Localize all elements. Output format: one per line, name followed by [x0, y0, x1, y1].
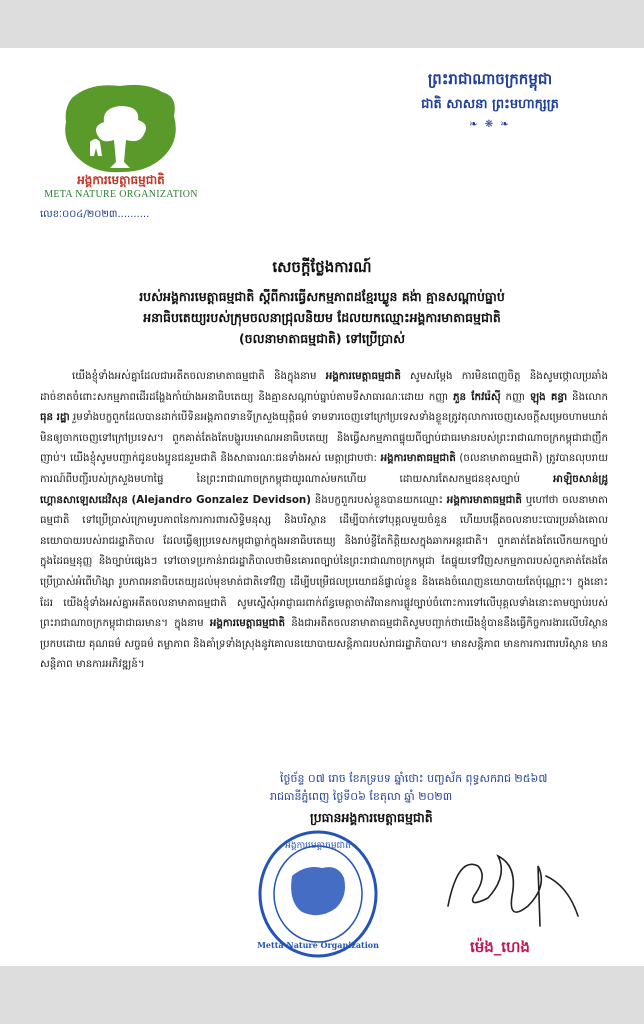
- ref-value: ០០៤/២០២៣..........: [62, 209, 150, 220]
- body-text-segment: សូមសម្តែង ការមិនពេញចិត្ត និងសូមថ្កោលប្រឆាំងដាច់ខាតចំពោះសកម្មភាពដើរដង្ហែងកាំយ៉ាងអនាធិបតេយ្យ និងគ្មានសណ្តាប់ធ្នាប់តាមទីសាធារណៈដោយ កញ្ញា: [40, 370, 608, 403]
- org-name-bold: អង្គការមេត្តាធម្មជាតិ: [325, 370, 401, 382]
- org-name-en: META NATURE ORGANIZATION: [44, 189, 198, 200]
- statement-title: [40, 258, 604, 349]
- letter-page: [0, 48, 644, 966]
- body-text-segment: និងលោក: [567, 390, 608, 403]
- signer-name: ម៉េង_ហេង: [470, 938, 530, 956]
- body-text-segment: (ចលនាមាតាធម្មជាតិ) ត្រូវបានលុបរាយការណ៍ពីបញ្ជីរបស់ក្រសួងមហាផ្ទៃ នៃព្រះរាជាណាចក្រកម្ពុជាយូរណាស់មកហើយ ដោយសារតែសកម្មជនខុសច្បាប់: [40, 452, 608, 485]
- statement-body: [40, 366, 608, 675]
- body-text-segment: យើងខ្ញុំទាំងអស់គ្នាដែលជាអតីតចលនាមាតាធម្មជាតិ និងក្នុងនាម: [72, 370, 326, 382]
- organization-stamp: [256, 824, 456, 964]
- person-name: ភួន កែវរ៉េស៊ី: [453, 390, 501, 403]
- kingdom-title: ព្រះរាជាណាចក្រកម្ពុជា: [427, 70, 553, 88]
- body-text-segment: រួមទាំងបក្ខពួកដែលបានដាក់បើទិនអង្គភាពទានទីក្រសួងយុត្តិធម៌ ទាមទារចេញទៅក្រៅប្រទេសទាំងខ្លួនត្រូវតុលាការចេញសេចក្តីសម្រេចហាមឃាត់មិនឲ្យចាកចេញទៅក្រៅប្រទេស។ ពួកគាត់តែងតែបង្ហូរបរមាណអនាធិបតេយ្យ និងធ្វើសកម្មភាពផ្ទុយពីច្បាប់ជាធរមានរបស់ព្រះរាជាណាចក្រកម្ពុជាជាញឹកញាប់។ យើងខ្ញុំសូមបញ្ជាក់ជូនបងប្អូនជនរួមជាតិ និងសាធារណៈជនទាំងអស់ មេត្តាជ្រាបថា:: [40, 411, 609, 465]
- org-name-bold: អង្គការមាតាធម្មជាតិ: [380, 452, 456, 465]
- body-paragraph: [40, 366, 608, 675]
- solar-date: រាជធានីភ្នំពេញ ថ្ងៃទី០៦ ខែតុលា ឆ្នាំ ២០២៣: [270, 790, 453, 803]
- body-text-segment: កញ្ញា: [500, 390, 530, 403]
- body-text-segment: និងជាអតីតចលនាមាតាធម្មជាតិសូមបញ្ជាក់ថាយើងខ្ញុំបាននឹងធ្វើកិច្ចការងារលើបរិស្ថានប្រកបដោយ គុណធម៌ សច្ចធម៌ តម្លាភាព និងគាំទ្រទាំងស្រុងនូវគោលនយោបាយសន្តិភាពរបស់រាជរដ្ឋាភិបាល។ មានសន្តិភាព មានការការពារបរិស្ថាន មានសន្តិភាព មានការអភិវឌ្ឍន៍។: [40, 617, 608, 671]
- signatory-title: ប្រធានអង្គការមេត្តាធម្មជាតិ: [310, 810, 433, 825]
- body-text-segment: និងបក្ខពួករបស់ខ្លួនបានយកឈ្មោះ: [310, 493, 447, 506]
- kingdom-header: [360, 70, 620, 130]
- stamp-text-kh: អង្គការមេត្តាធម្មជាតិ: [285, 841, 351, 851]
- body-text-segment: ឬហៅថា ចលនាមាតាធម្មជាតិ ទៅប្រើប្រាស់ក្រោមរូបភាពនៃការការពារសិទ្ធិមនុស្ស និងបរិស្ថាន ដើម្បីបាក់ទៅបុគ្គលមួយចំនួន ហើយបង្កើតចលនាបះបោរប្រឆាំងគោលនយោបាយរបស់រាជរដ្ឋាភិបាល ដែលធ្វើឲ្យប្រទេសកម្ពុជាធ្លាក់ក្នុងអនាធិបតេយ្យ និងរាប់ខ្ចីតែកិត្តិយសក្នុងឆាកអន្តរជាតិ។ ពួកគាត់តែងតែលើកយកច្បាប់ក្នុងដៃធម្មនុញ្ញ និងច្បាប់ផ្សេងៗ ទៅចោទប្រកាន់រាជរដ្ឋាភិបាលថាមិនគោរពច្បាប់នៃព្រះរាជាណាចក្រកម្ពុជា តែផ្ទុយទៅវិញសកម្មភាពរបស់ពួកគាត់តែងតែប្រើប្រាស់អំពើហិង្សា រូបភាពអនាធិបតេយ្យដល់មុខមាត់ជាតិទៅវិញ ដើម្បីបម្រើផលប្រយោជន៍ផ្ទាល់ខ្លួន និងគេងចំណេញនយោបាយតែប៉ុណ្ណោះ។ ក្នុងនោះដែរ យើងខ្ញុំទាំងអស់គ្នាអតីតចលនាមាតាធម្មជាតិ សូមស្នើសុំអាជ្ញាធរពាក់ព័ន្ធមេត្តាចាត់វិធានការផ្លូវច្បាប់ចំពោះការទៅលើបុគ្គលទាំងនោះតាមច្បាប់របស់ព្រះរាជាណាចក្រកម្ពុជាជាធរមាន។ ក្នុងនាម: [40, 493, 608, 630]
- founder-name-kh: អាឡិចសាន់ដ្រូ ហ្គោនសាឡេសដេវិសុន: [40, 472, 608, 506]
- title-line-1: សេចក្តីថ្លែងការណ៍: [272, 258, 372, 276]
- header-ornament: ❧ ❋ ❧: [469, 119, 511, 130]
- title-line-3: អនាធិបតេយ្យរបស់ក្រុមចលនាជ្រុលនិយម ដែលយកឈ្មោះអង្គការមាតាធម្មជាតិ: [143, 310, 501, 325]
- org-name-bold: អង្គការមេត្តាធម្មជាតិ: [209, 617, 286, 630]
- stamp-map-icon: [291, 867, 345, 915]
- national-motto: ជាតិ សាសនា ព្រះមហាក្សត្រ: [421, 97, 559, 112]
- ref-label: លេខៈ: [40, 209, 63, 220]
- stamp-text-en: Metta Nature Organization: [257, 940, 379, 950]
- founder-name-en: (Alejandro Gonzalez Devidson): [131, 493, 311, 506]
- title-line-4: (ចលនាមាតាធម្មជាតិ) ទៅប្រើប្រាស់: [238, 331, 406, 346]
- title-line-2: របស់អង្គការមេត្តាធម្មជាតិ ស្តីពីការធ្វើសកម្មភាពដខ្មែរឃ្លូន គង់ា គ្មានសណ្តាប់ធ្នាប់: [139, 289, 505, 304]
- reference-number: [40, 207, 149, 222]
- lunar-date: ថ្ងៃច័ន្ទ ០៧ រោច ខែភទ្របទ ឆ្នាំថោះ បញ្ចស័ក ពុទ្ធសករាជ ២៥៦៧: [280, 772, 548, 785]
- org-name-bold: អង្គការមាតាធម្មជាតិ: [446, 493, 522, 506]
- handwritten-signature: [428, 836, 588, 946]
- date-block: [250, 770, 620, 806]
- person-name: ឡុង គន្ធា: [529, 390, 568, 403]
- org-name-kh: អង្គការមេត្តាធម្មជាតិ: [77, 173, 165, 187]
- person-name: ធុន រដ្ឋា: [40, 411, 70, 424]
